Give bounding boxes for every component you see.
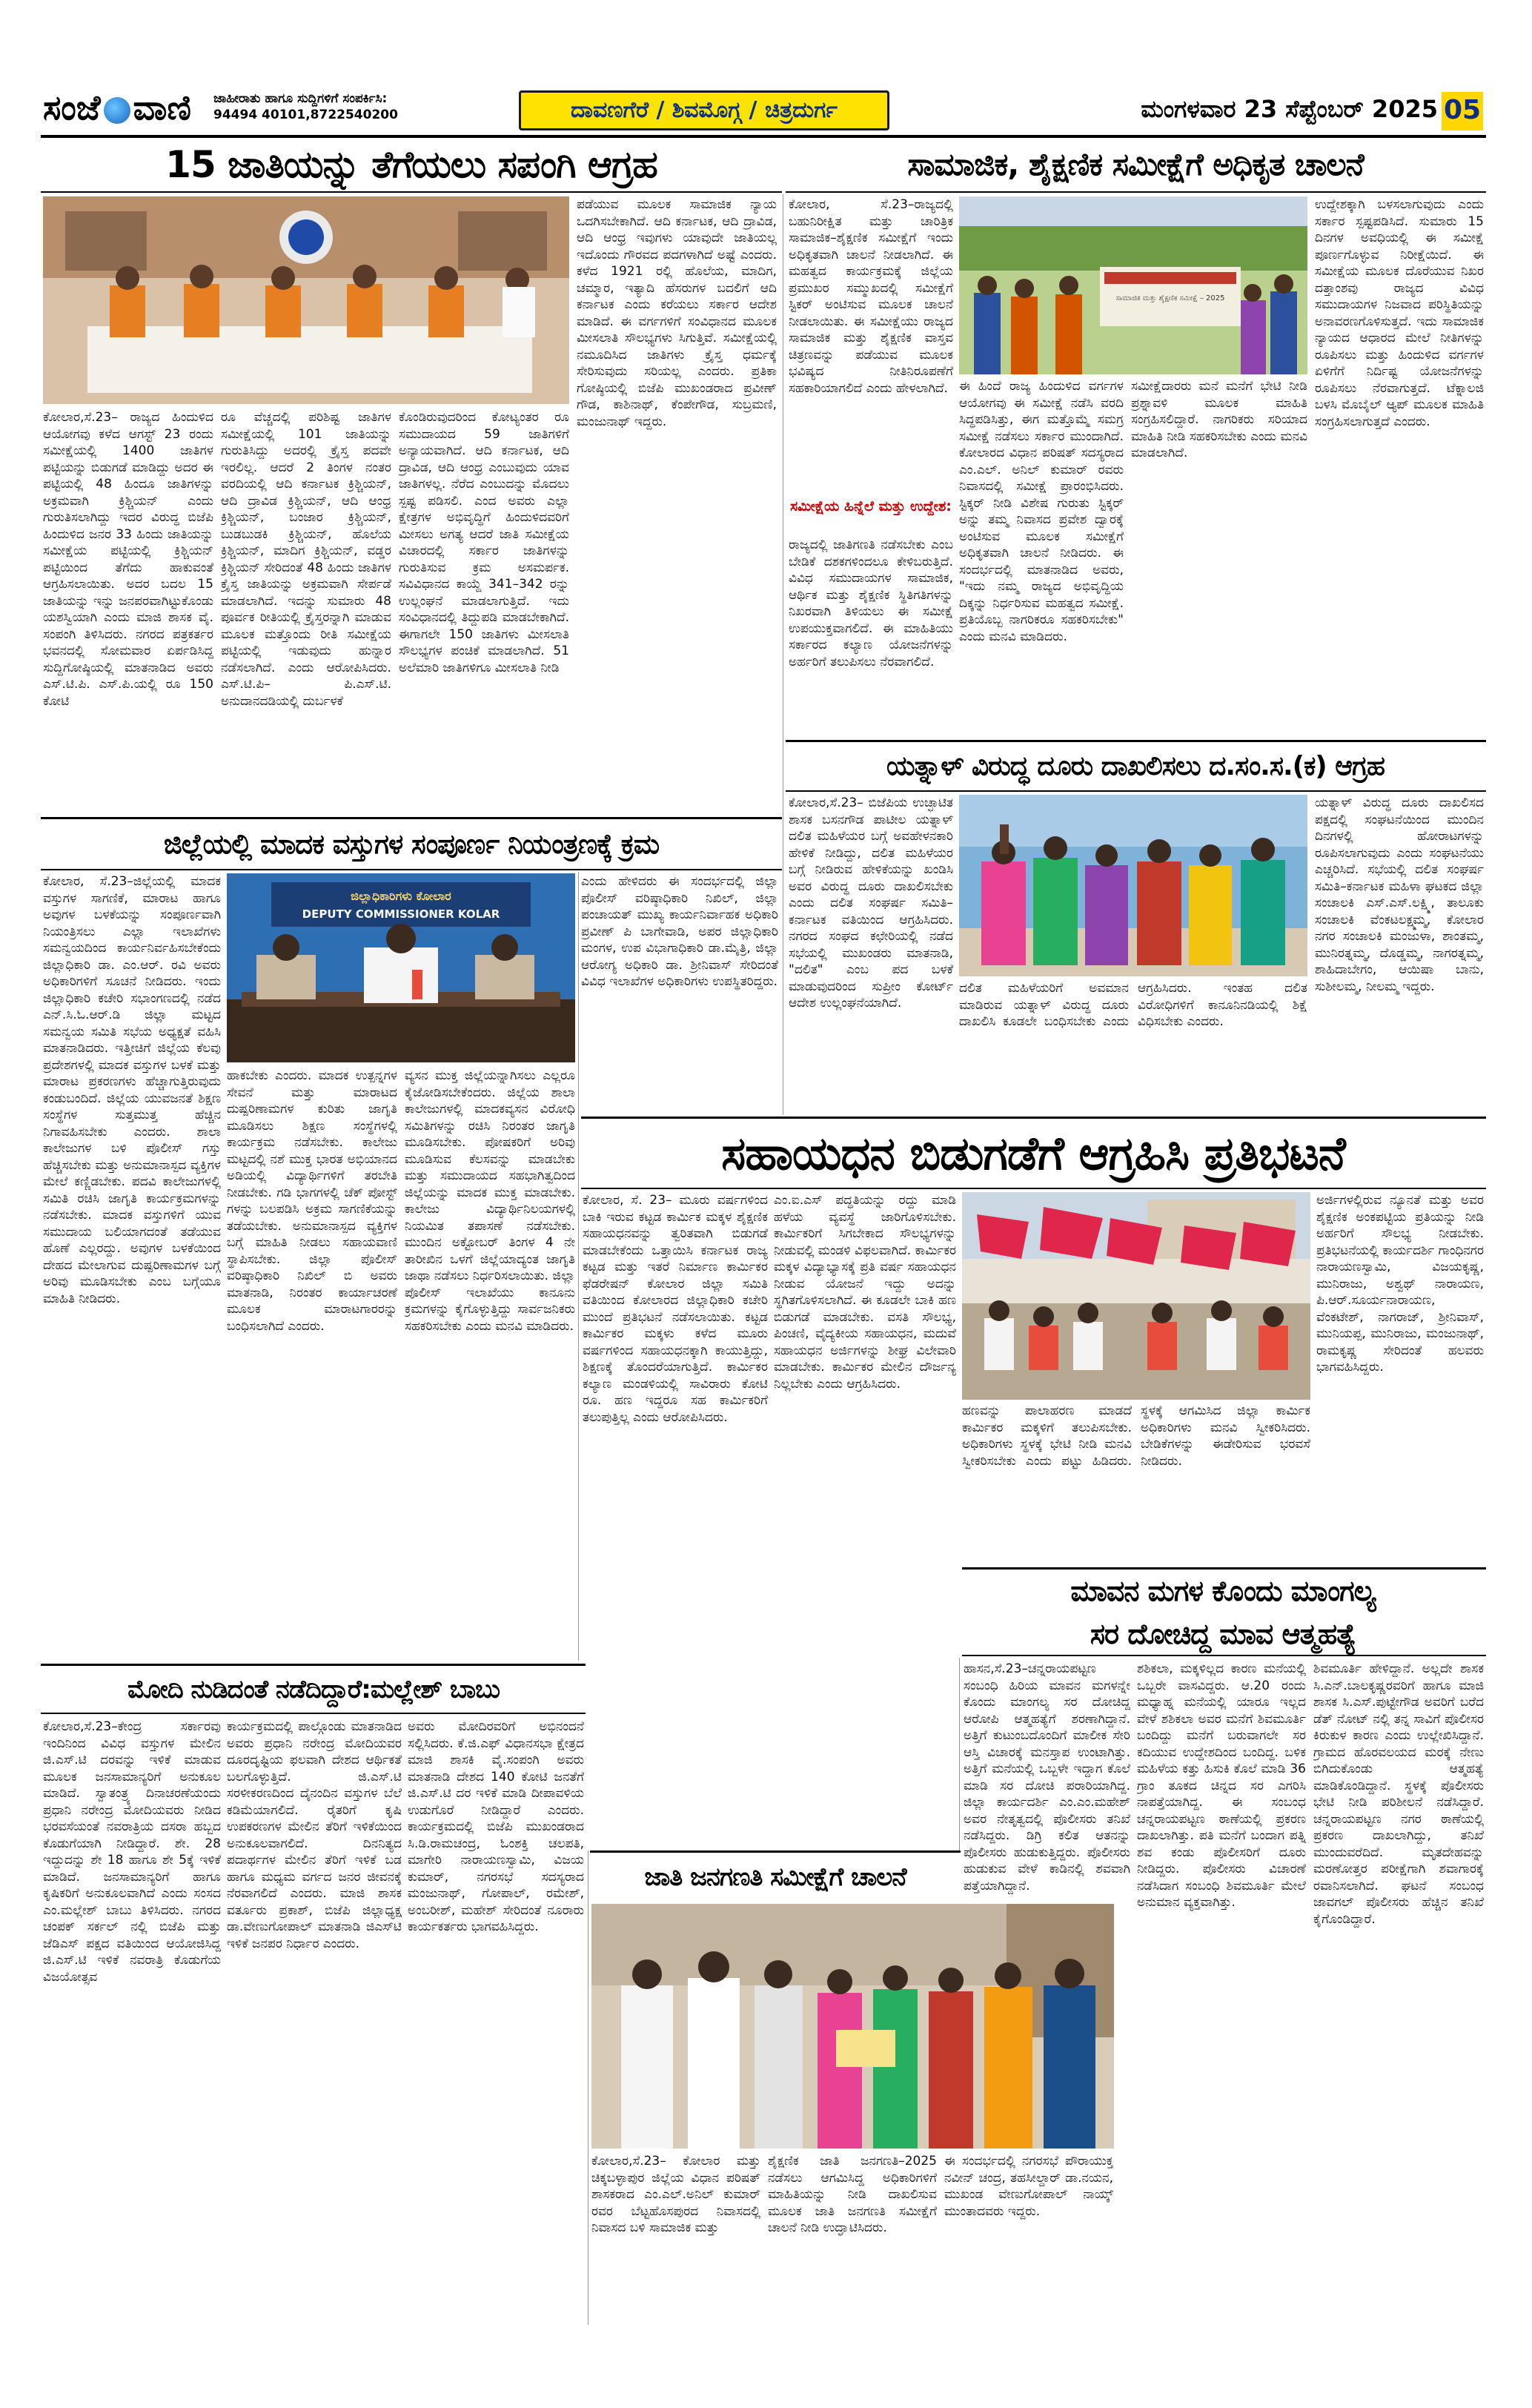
jati-col4: ಪಡೆಯುವ ಮೂಲಕ ಸಾಮಾಜಿಕ ನ್ಯಾಯ ಒದಗಿಸಬೇಕಾಗಿದೆ. ಆದಿ ಕರ್ನಾಟಕ, ಆದಿ ದ್ರಾವಿಡ, ಆದಿ ಆಂಧ್ರ ಇವುಗಳು ಯಾವುದೇ ಜಾತಿಯಲ್ಲ ಇದೊಂದು ಗೌರವದ ಪದಗಳಾಗಿದೆ ಅಷ್ಟೆ ಎಂದರು. ಕಳೆದ 1921 ರಲ್ಲಿ ಹೊಲೆಯ, ಮಾದಿಗ, ಚಮ್ಮಾರ, ಇತ್ಯಾದಿ ಹೆಸರುಗಳ ಬದಲಿಗೆ ಆದಿ ಕರ್ನಾಟಕ ಎಂದು ಕರೆಯಲು ಸರ್ಕಾರ ಆದೇಶ ಮಾಡಿದೆ. ಈ ವರ್ಗಗಳಿಗೆ ಸಂವಿಧಾನದ ಮೂಲಕ ಮೀಸಲಾತಿ ಸೌಲಭ್ಯಗಳು ಸಿಗುತ್ತಿವೆ. ಸಮೀಕ್ಷೆಯಲ್ಲಿ ನಮೂದಿಸಿದ ಜಾತಿಗಳು ಕ್ರೈಸ್ತ ಧರ್ಮಕ್ಕೆ ಸೇರಿಸುವುದು ಸರಿಯಲ್ಲ ಎಂದರು. ಪ್ರತಿಕಾ ಗೋಷ್ಠಿಯಲ್ಲಿ ಬಿಜೆಪಿ ಮುಖಂಡರಾದ ಪ್ರವೀಣ್ ಗೌಡ, ಕಾಶಿನಾಥ್, ಕೆಂಪೇಗೌಡ, ಸುಬ್ರಮಣಿ, ಮಂಜುನಾಥ್ ಇದ್ದರು. (577, 197, 777, 429)
yatnal-col2: ದಲಿತ ಮಹಿಳೆಯರಿಗೆ ಅವಮಾನ ಮಾಡಿರುವ ಯತ್ನಾಳ್ ವಿರುದ್ಧ ದೂರು ದಾಖಲಿಸಿ ಕೂಡಲೇ ಬಂಧಿಸಬೇಕು ಎಂದು ಆಗ್ರಹಿಸಿದರು. ಇಂತಹ ದಲಿತ ವಿರೋಧಿಗಳಿಗೆ ಕಾನೂನಿನಡಿಯಲ್ಲಿ ಶಿಕ್ಷೆ ವಿಧಿಸಬೇಕು ಎಂದರು. (959, 981, 1307, 1029)
sahaya-col4: ಅರ್ಜಿಗಳಲ್ಲಿರುವ ನ್ಯೂನತೆ ಮತ್ತು ಅವರ ಶೈಕ್ಷಣಿಕ ಅಂಕಪಟ್ಟಿಯ ಪ್ರತಿಯನ್ನು ನೀಡಿ ಅರ್ಹರಿಗೆ ಸೌಲಭ್ಯ ನೀಡಬೇಕು. ಪ್ರತಿಭಟನೆಯಲ್ಲಿ ಕಾರ್ಯದರ್ಶಿ ಗಾಂಧಿನಗರ ನಾರಾಯಣಸ್ವಾಮಿ, ವಿಜಯಕೃಷ್ಣ, ಮುನಿರಾಜು, ಅಶ್ವಥ್ ನಾರಾಯಣ, ಪಿ.ಆರ್.ಸೂರ್ಯನಾರಾಯಣ, ವೆಂಕಟೇಶ್, ನಾಗರಾಜ್, ಶ್ರೀನಿವಾಸ್, ಮುನಿಯಪ್ಪ, ಮುನಿರಾಜು, ಮಂಜುನಾಥ್, ರಾಮಕೃಷ್ಣ ಸೇರಿದಂತೆ ಹಲವರು ಭಾಗವಹಿಸಿದ್ದರು. (1316, 1193, 1484, 1375)
samajika-col1b: ರಾಜ್ಯದಲ್ಲಿ ಜಾತಿಗಣತಿ ನಡೆಸಬೇಕು ಎಂಬ ಬೇಡಿಕೆ ದಶಕಗಳಿಂದಲೂ ಕೇಳಿಬರುತ್ತಿದೆ. ವಿವಿಧ ಸಮುದಾಯಗಳ ಸಾಮಾಜಿಕ, ಆರ್ಥಿಕ ಮತ್ತು ಶೈಕ್ಷಣಿಕ ಸ್ಥಿತಿಗತಿಗಳನ್ನು ನಿಖರವಾಗಿ ತಿಳಿಯಲು ಈ ಸಮೀಕ್ಷೆ ಉಪಯುಕ್ತವಾಗಲಿದೆ. ಈ ಮಾಹಿತಿಯು ಸರ್ಕಾರದ ಕಲ್ಯಾಣ ಯೋಜನೆಗಳನ್ನು ಅರ್ಹರಿಗೆ ತಲುಪಿಸಲು ನೆರವಾಗಲಿದೆ. (789, 538, 953, 669)
sahaya-headline: ಸಹಾಯಧನ ಬಿಡುಗಡೆಗೆ ಆಗ್ರಹಿಸಿ ಪ್ರತಿಭಟನೆ (721, 1126, 1345, 1180)
dc-sign-english: DEPUTY COMMISSIONER KOLAR (302, 907, 500, 921)
modi-top-rule (41, 1664, 586, 1666)
sahaya-col2: ಎಂ.ಐ.ಎಸ್ ಪದ್ಧತಿಯನ್ನು ರದ್ದು ಮಾಡಿ ಹಳೆಯ ವ್ಯವಸ್ಥೆ ಜಾರಿಗೊಳಿಸಬೇಕು. ಕಾರ್ಮಿಕರಿಗೆ ಸಿಗಬೇಕಾದ ಸೌಲಭ್ಯಗಳನ್ನು ನೀಡುವಲ್ಲಿ ಮಂಡಳಿ ವಿಫಲವಾಗಿದೆ. ಕಾರ್ಮಿಕರ ಮಕ್ಕಳ ವಿದ್ಯಾಭ್ಯಾಸಕ್ಕೆ ಪ್ರತಿ ವರ್ಷ ಸಹಾಯಧನ ನೀಡುವ ಯೋಜನೆ ಇದ್ದು ಅದನ್ನು ಸ್ಥಗಿತಗೊಳಿಸಲಾಗಿದೆ. ಈ ಕೂಡಲೇ ಬಾಕಿ ಹಣ ಬಿಡುಗಡೆ ಮಾಡಬೇಕು. ವಸತಿ ಸೌಲಭ್ಯ, ಪಿಂಚಣಿ, ವೈದ್ಯಕೀಯ ಸಹಾಯಧನ, ಮದುವೆ ಸಹಾಯಧನ ಅರ್ಜಿಗಳನ್ನು ಶೀಘ್ರ ವಿಲೇವಾರಿ ಮಾಡಬೇಕು. ಕಾರ್ಮಿಕರ ಮೇಲಿನ ದೌರ್ಜನ್ಯ ನಿಲ್ಲಬೇಕು ಎಂದು ಆಗ್ರಹಿಸಿದರು. (774, 1193, 956, 1392)
dc-meeting-photo-svg (227, 873, 575, 1062)
maadaka-col2: ಎಂದು ಹೇಳಿದರು ಈ ಸಂದರ್ಭದಲ್ಲಿ ಜಿಲ್ಲಾ ಪೊಲೀಸ್ ವರಿಷ್ಠಾಧಿಕಾರಿ ನಿಖಿಲ್, ಜಿಲ್ಲಾ ಪಂಚಾಯತ್ ಮುಖ್ಯ ಕಾರ್ಯನಿರ್ವಾಹಕ ಅಧಿಕಾರಿ ಪ್ರವೀಣ್ ಪಿ ಬಾಗೇವಾಡಿ, ಅಪರ ಜಿಲ್ಲಾಧಿಕಾರಿ ಮಂಗಳ, ಉಪ ವಿಭಾಗಾಧಿಕಾರಿ ಡಾ.ಮೈತ್ರಿ, ಜಿಲ್ಲಾ ಆರೋಗ್ಯ ಅಧಿಕಾರಿ ಡಾ. ಶ್ರೀನಿವಾಸ್ ಸೇರಿದಂತೆ ವಿವಿಧ ಇಲಾಖೆಗಳ ಅಧಿಕಾರಿಗಳು ಉಪಸ್ಥಿತರಿದ್ದರು. (581, 874, 778, 989)
modi-headline-rule (41, 1713, 586, 1714)
jati-photo (43, 196, 569, 404)
logo-right: ವಾಣಿ (133, 87, 191, 128)
yatnal-col1: ಕೋಲಾರ,ಸೆ.23– ಬಿಜೆಪಿಯ ಉಚ್ಛಾಟಿತ ಶಾಸಕ ಬಸನಗೌಡ ಪಾಟೀಲ ಯತ್ನಾಳ್ ದಲಿತ ಮಹಿಳೆಯರ ಬಗ್ಗೆ ಅವಹೇಳನಕಾರಿ ಹೇಳಿಕೆ ನೀಡಿದ್ದು, ದಲಿತ ಮಹಿಳೆಯರ ಬಗ್ಗೆ ನೀಡಿರುವ ಹೇಳಿಕೆಯನ್ನು ಖಂಡಿಸಿ ಅವರ ವಿರುದ್ಧ ದೂರು ದಾಖಲಿಸಬೇಕು ಎಂದು ದಲಿತ ಸಂಘರ್ಷ ಸಮಿತಿ– ಕರ್ನಾಟಕ ವತಿಯಿಂದ ಆಗ್ರಹಿಸಿದರು. ನಗರದ ಸಂಘದ ಕಛೇರಿಯಲ್ಲಿ ನಡೆದ ಸಭೆಯಲ್ಲಿ ಮುಖಂಡರು ಮಾತನಾಡಿ, "ದಲಿತ" ಎಂಬ ಪದ ಬಳಕೆ ಮಾಡುವುದರಿಂದ ಸುಪ್ರೀಂ ಕೋರ್ಟ್ ಆದೇಶ ಉಲ್ಲಂಘನೆಯಾಗಿದೆ. (789, 796, 953, 1010)
yatnal-photo (959, 795, 1307, 976)
modi-col1: ಕೋಲಾರ,ಸೆ.23–ಕೇಂದ್ರ ಸರ್ಕಾರವು ಇಂದಿನಿಂದ ವಿವಿಧ ವಸ್ತುಗಳ ಮೇಲಿನ ಜಿ.ಎಸ್.ಟಿ ದರವನ್ನು ಇಳಿಕೆ ಮಾಡುವ ಮೂಲಕ ಜನಸಾಮಾನ್ಯರಿಗೆ ಅನುಕೂಲ ಮಾಡಿದೆ. ಸ್ವಾತಂತ್ರ್ಯ ದಿನಾಚರಣೆಯಂದು ಪ್ರಧಾನಿ ನರೇಂದ್ರ ಮೋದಿಯವರು ನೀಡಿದ ಭರವಸೆಯಂತೆ ನವರಾತ್ರಿಯ ದಸರಾ ಹಬ್ಬದ ಕೊಡುಗೆಯಾಗಿ ನೀಡಿದ್ದಾರೆ. ಶೇ. 28 ಇದ್ದುದನ್ನು ಶೇ 18 ಹಾಗೂ ಶೇ 5ಕ್ಕೆ ಇಳಿಕೆ ಮಾಡಿದೆ. ಜನಸಾಮಾನ್ಯರಿಗೆ ಹಾಗೂ ಕೃಷಿಕರಿಗೆ ಅನುಕೂಲವಾಗಿದೆ ಎಂದು ಸಂಸದ ಎಂ.ಮಲ್ಲೇಶ್ ಬಾಬು ತಿಳಿಸಿದರು. ನಗರದ ಚಂಪಕ್ ಸರ್ಕಲ್ ನಲ್ಲಿ ಬಿಜೆಪಿ ಮತ್ತು ಜೆಡಿಎಸ್ ಪಕ್ಷದ ವತಿಯಿಂದ ಆಯೋಜಿಸಿದ್ದ ಜಿ.ಎಸ್.ಟಿ ಇಳಿಕೆ ನವರಾತ್ರಿ ಕೊಡುಗೆಯ ವಿಜಯೋತ್ಸವ (43, 1719, 221, 1985)
sahaya-top-rule (581, 1117, 1486, 1119)
maava-col2: ಶಶಿಕಲಾ, ಮಕ್ಕಳಿಲ್ಲದ ಕಾರಣ ಮನೆಯಲ್ಲಿ ಒಬ್ಬರೇ ವಾಸವಿದ್ದರು. ಆ.20 ರಂದು ಮಧ್ಯಾಹ್ನ ಮನೆಯಲ್ಲಿ ಯಾರೂ ಇಲ್ಲದ ವೇಳೆ ಶಶಿಕಲಾ ಅವರ ಮನೆಗೆ ಶಿವಮೂರ್ತಿ ಬಂದಿದ್ದು ಮನೆಗೆ ಬರುವಾಗಲೇ ಸರ ಕದಿಯುವ ಉದ್ದೇಶದಿಂದ ಬಂದಿದ್ದ. ಬಳಿಕ ಮಹಿಳೆಯ ಕತ್ತು ಹಿಸುಕಿ ಕೊಲೆ ಮಾಡಿ 36 ಗ್ರಾಂ ತೂಕದ ಚಿನ್ನದ ಸರ ಎಗರಿಸಿ ನಾಪತ್ತೆಯಾಗಿದ್ದ. ಈ ಸಂಬಂಧ ಚನ್ನರಾಯಪಟ್ಟಣ ಠಾಣೆಯಲ್ಲಿ ಪ್ರಕರಣ ದಾಖಲಾಗಿತ್ತು. ಪತಿ ಮನೆಗೆ ಬಂದಾಗ ಪತ್ನಿ ಶವ ಕಂಡು ಪೊಲೀಸರಿಗೆ ದೂರು ನೀಡಿದ್ದರು. ಪೊಲೀಸರು ವಿಚಾರಣೆ ನಡೆಸಿದಾಗ ಸಂಬಂಧಿ ಶಿವಮೂರ್ತಿ ಮೇಲೆ ಅನುಮಾನ ವ್ಯಕ್ತವಾಗಿತ್ತು. (1137, 1661, 1306, 1910)
jati-col1: ಕೋಲಾರ,ಸೆ.23– ರಾಜ್ಯದ ಹಿಂದುಳಿದ ಆಯೋಗವು ಕಳೆದ ಆಗಸ್ಟ್ 23 ರಂದು ಸಮೀಕ್ಷೆಯಲ್ಲಿ 1400 ಜಾತಿಗಳ ಪಟ್ಟಿಯನ್ನು ಬಿಡುಗಡೆ ಮಾಡಿದ್ದು ಅದರ ಈ ಪಟ್ಟಿಯಲ್ಲಿ 48 ಹಿಂದೂ ಜಾತಿಗಳನ್ನು ಅಕ್ರಮವಾಗಿ ಕ್ರಿಶ್ಚಿಯನ್ ಎಂದು ಗುರುತಿಸಲಾಗಿದ್ದು ಇದರ ವಿರುದ್ಧ ಬಿಜೆಪಿ ಹಿಂದುಳಿದ ಜನರ 33 ಹಿಂದು ಜಾತಿಯನ್ನು ಸಮೀಕ್ಷೆಯ ಪಟ್ಟಿಯಲ್ಲಿ ಕ್ರಿಶ್ಚಿಯನ್ ಪಟ್ಟಿಯಿಂದ ತೆಗೆದು ಹಾಕುವಂತೆ ಆಗ್ರಹಿಸಲಾಯಿತು. ಅದರ ಬದಲ 15 ಜಾತಿಯನ್ನು ಇನ್ನು ಜನಪರವಾಗಿಟ್ಟುಕೊಂಡು ಯಶಸ್ವಿಯಾಗಿ ಎಂದು ಮಾಜಿ ಶಾಸಕ ವೈ. ಸಂಪಂಗಿ ತಿಳಿಸಿದರು. ನಗರದ ಪತ್ರಕರ್ತರ ಭವನದಲ್ಲಿ ಸೋಮವಾರ ಏರ್ಪಡಿಸಿದ್ದ ಸುದ್ದಿಗೋಷ್ಠಿಯಲ್ಲಿ ಮಾತನಾಡಿದ ಅವರು ಎಸ್.ಟಿ.ಪಿ. ಎಸ್.ಪಿ.ಯಲ್ಲಿ ರೂ 150 ಕೋಟಿ (43, 410, 213, 709)
census-launch-photo-svg (591, 1904, 1114, 2149)
dc-sign-kannada: ಜಿಲ್ಲಾಧಿಕಾರಿಗಳು ಕೋಲಾರ (351, 889, 451, 903)
samajika-headline-rule (786, 191, 1486, 193)
logo-left: ಸಂಜೆ (43, 87, 101, 128)
samajika-col2: ಈ ಹಿಂದೆ ರಾಜ್ಯ ಹಿಂದುಳಿದ ವರ್ಗಗಳ ಆಯೋಗವು ಈ ಸಮೀಕ್ಷೆ ನಡೆಸಿ ವರದಿ ಸಿದ್ಧಪಡಿಸಿತ್ತು, ಈಗ ಮತ್ತೊಮ್ಮೆ ಸಮಗ್ರ ಸಮೀಕ್ಷೆ ನಡೆಸಲು ಸರ್ಕಾರ ಮುಂದಾಗಿದೆ. ಕೋಲಾರದ ವಿಧಾನ ಪರಿಷತ್ ಸದಸ್ಯರಾದ ಎಂ.ಎಲ್. ಅನಿಲ್ ಕುಮಾರ್ ರವರು ನಿವಾಸದಲ್ಲಿ ಸಮೀಕ್ಷೆ ಪ್ರಾರಂಭಿಸಿದರು. ಸ್ಟಿಕ್ಕರ್ ನೀಡಿ ವಿಶೇಷ ಗುರುತು ಸ್ಟಿಕ್ಕರ್ ಅನ್ನು ತಮ್ಮ ನಿವಾಸದ ಪ್ರವೇಶ ದ್ವಾರಕ್ಕೆ ಅಂಟಿಸುವ ಮೂಲಕ ಸಮೀಕ್ಷೆಗೆ ಅಧಿಕೃತವಾಗಿ ಚಾಲನೆ ನೀಡಿದರು. ಈ ಸಂದರ್ಭದಲ್ಲಿ ಮಾತನಾಡಿದ ಅವರು, "ಇದು ನಮ್ಮ ರಾಜ್ಯದ ಅಭಿವೃದ್ಧಿಯ ದಿಕ್ಕನ್ನು ನಿರ್ಧರಿಸುವ ಮಹತ್ವದ ಸಮೀಕ್ಷೆ. ಪ್ರತಿಯೊಬ್ಬ ನಾಗರಿಕರೂ ಸಹಕರಿಸಬೇಕು" ಎಂದು ಮನವಿ ಮಾಡಿದರು. (959, 379, 1124, 644)
samajika-headline: ಸಾಮಾಜಿಕ, ಶೈಕ್ಷಣಿಕ ಸಮೀಕ್ಷೆಗೆ ಅಧಿಕೃತ ಚಾಲನೆ (907, 146, 1364, 182)
maava-col1: ಹಾಸನ,ಸೆ.23–ಚನ್ನರಾಯಪಟ್ಟಣ ಸಂಬಂಧಿ ಹಿರಿಯ ಮಾವನ ಮಗಳನ್ನೇ ಕೊಂದು ಮಾಂಗಲ್ಯ ಸರ ದೋಚಿದ್ದ ಆರೋಪಿ ಆತ್ಮಹತ್ಯೆಗೆ ಶರಣಾಗಿದ್ದಾನೆ. ಅತ್ತಿಗೆ ಕುಟುಂಬದೊಂದಿಗೆ ಮಾಲೀಕ ಸೇರಿ ಆಸ್ತಿ ವಿಚಾರಕ್ಕೆ ಮನಸ್ತಾಪ ಉಂಟಾಗಿತ್ತು. ಅತ್ತಿಗೆ ಮನೆಯಲ್ಲಿ ಒಬ್ಬಳೇ ಇದ್ದಾಗ ಕೊಲೆ ಮಾಡಿ ಸರ ದೋಚಿ ಪರಾರಿಯಾಗಿದ್ದ. ಜಿಲ್ಲಾ ಕಾರ್ಯದರ್ಶಿ ಎಂ.ಎಂ.ಮಹೇಶ್ ಅವರ ನೇತೃತ್ವದಲ್ಲಿ ಪೊಲೀಸರು ತನಿಖೆ ನಡೆಸಿದ್ದರು. ಡಿಗ್ರಿ ಕಲಿತ ಆತನನ್ನು ಪೊಲೀಸರು ಹುಡುಕುತ್ತಿದ್ದರು. ಪೊಲೀಸರು ಹುಡುಕುವ ವೇಳೆ ಕಾಡಿನಲ್ಲಿ ಶವವಾಗಿ ಪತ್ತೆಯಾಗಿದ್ದಾನೆ. (964, 1661, 1130, 1893)
janaganati-photo (591, 1904, 1114, 2149)
sahaya-photo (962, 1192, 1310, 1400)
contact-info (213, 90, 510, 128)
janaganati-col1: ಕೋಲಾರ,ಸೆ.23– ಕೋಲಾರ ಮತ್ತು ಚಿಕ್ಕಬಳ್ಳಾಪುರ ಜಿಲ್ಲೆಯ ವಿಧಾನ ಪರಿಷತ್ ಶಾಸಕರಾದ ಎಂ.ಎಲ್.ಅನಿಲ್ ಕುಮಾರ್ ರವರ ಬೆಟ್ಟಹೊಸಪುರದ ನಿವಾಸದಲ್ಲಿ ನಿವಾಸದ ಬಳಿ ಸಾಮಾಜಿಕ ಮತ್ತು (591, 2154, 760, 2235)
samajika-photo (959, 196, 1307, 374)
janaganati-col3: ಈ ಸಂದರ್ಭದಲ್ಲಿ ನಗರಸಭೆ ಪೌರಾಯುಕ್ತ ನವೀನ್ ಚಂದ್ರ, ತಹಸೀಲ್ದಾರ್ ಡಾ.ನಯನ, ಮುಖಂಡ ವೇಣುಗೋಪಾಲ್ ನಾಯ್ಕ್ ಮುಂತಾದವರು ಇದ್ದರು. (944, 2154, 1113, 2219)
maava-headline-rule (962, 1655, 1486, 1656)
modi-col3: ಅವರು ಮೋದಿರವರಿಗೆ ಅಭಿನಂದನೆ ಸಲ್ಲಿಸಿದರು. ಕೆ.ಜಿ.ಎಫ್ ವಿಧಾನಸಭಾ ಕ್ಷೇತ್ರದ ಮಾಜಿ ಶಾಸಕಿ ವೈ.ಸಂಪಂಗಿ ಅವರು ಮಾತನಾಡಿ ದೇಶದ 140 ಕೋಟಿ ಜನತೆಗೆ ಜಿ.ಎಸ್.ಟಿ ದರ ಇಳಿಕೆ ಮಾಡಿ ದೀಪಾವಳಿಯ ಉಡುಗೊರೆ ನೀಡಿದ್ದಾರೆ ಎಂದರು. ಕಾರ್ಯಕ್ರಮದಲ್ಲಿ ಬಿಜೆಪಿ ಮುಖಂಡರಾದ ಸಿ.ಡಿ.ರಾಮಚಂದ್ರ, ಓಂಶಕ್ತಿ ಚಲಪತಿ, ಮಾಗೇರಿ ನಾರಾಯಣಸ್ವಾಮಿ, ವಿಜಯ ಕುಮಾರ್, ನಗರಸಭೆ ಸದಸ್ಯರಾದ ಮಂಜುನಾಥ್, ಗೋಪಾಲ್, ರಮೇಶ್, ಅಂಬರೀಶ್, ಮಹೇಶ್ ಸೇರಿದಂತೆ ನೂರಾರು ಕಾರ್ಯಕರ್ತರು ಭಾಗವಹಿಸಿದ್ದರು. (408, 1719, 584, 1934)
yatnal-headline: ಯತ್ನಾಳ್ ವಿರುದ್ಧ ದೂರು ದಾಖಲಿಸಲು ದ.ಸಂ.ಸ.(ಕ) ಆಗ್ರಹ (886, 751, 1385, 781)
sahaya-headline-rule (581, 1188, 1486, 1189)
survey-launch-photo-svg (959, 196, 1307, 374)
maadaka-top-rule (41, 817, 782, 819)
contact-line1: ಜಾಹೀರಾತು ಹಾಗೂ ಸುದ್ದಿಗಳಿಗೆ ಸಂಪರ್ಕಿಸಿ: (213, 91, 388, 106)
janaganati-headline: ಜಾತಿ ಜನಗಣತಿ ಸಮೀಕ್ಷೆಗೆ ಚಾಲನೆ (644, 1862, 906, 1892)
edition-cities: ದಾವಣಗೆರೆ / ಶಿವಮೊಗ್ಗ / ಚಿತ್ರದುರ್ಗ (519, 90, 889, 130)
page-number: 05 (1442, 92, 1483, 130)
masthead-logo (43, 87, 210, 132)
jati-col2: ರೂ ವೆಚ್ಚದಲ್ಲಿ ಪರಿಶಿಷ್ಟ ಜಾತಿಗಳ ಸಮೀಕ್ಷೆಯಲ್ಲಿ 101 ಜಾತಿಯನ್ನು ಗುರುತಿಸಿದ್ದು ಅದರಲ್ಲಿ ಕ್ರೈಸ್ತ ಪದವೇ ಇರಲಿಲ್ಲ. ಆದರೆ 2 ತಿಂಗಳ ನಂತರ ವರದಿಯಲ್ಲಿ ಆದಿ ಕರ್ನಾಟಕ ಕ್ರಿಶ್ಚಿಯನ್, ಆದಿ ದ್ರಾವಿಡ ಕ್ರಿಶ್ಚಿಯನ್, ಆದಿ ಆಂಧ್ರ ಕ್ರಿಶ್ಚಿಯನ್, ಬಂಜಾರ ಕ್ರಿಶ್ಚಿಯನ್, ಬುಡಬುಡಕಿ ಕ್ರಿಶ್ಚಿಯನ್, ಹೊಲೆಯ ಕ್ರಿಶ್ಚಿಯನ್, ಮಾದಿಗ ಕ್ರಿಶ್ಚಿಯನ್, ವಡ್ಡರ ಕ್ರಿಶ್ಚಿಯನ್ ಸೇರಿದಂತೆ 48 ಹಿಂದು ಜಾತಿಗಳ ಕ್ರೈಸ್ತ ಜಾತಿಯನ್ನು ಅಕ್ರಮವಾಗಿ ಸೇರ್ಪಡೆ ಮಾಡಲಾಗಿದೆ. ಇದನ್ನು ಸುಮಾರು 48 ಪೂರ್ವಕ ರೀತಿಯಲ್ಲಿ ಕ್ರೈಸ್ತರನ್ನಾಗಿ ಮಾಡುವ ಮೂಲಕ ಮತ್ತೊಂದು ರೀತಿ ಸಮೀಕ್ಷೆಯ ಪಟ್ಟಿಯಲ್ಲಿ ಇಡುವುದು ಹುನ್ನಾರ ನಡೆಸಲಾಗಿದೆ. ಎಂದು ಆರೋಪಿಸಿದರು. ಎಸ್.ಟಿ.ಪಿ– ಪಿ.ಎಸ್.ಟಿ. ಅನುದಾನದಡಿಯಲ್ಲಿ ದುರ್ಬಳಕೆ (221, 410, 391, 709)
samajika-col3: ಉದ್ದೇಶಕ್ಕಾಗಿ ಬಳಸಲಾಗುವುದು ಎಂದು ಸರ್ಕಾರ ಸ್ಪಷ್ಟಪಡಿಸಿದೆ. ಸುಮಾರು 15 ದಿನಗಳ ಅವಧಿಯಲ್ಲಿ ಈ ಸಮೀಕ್ಷೆ ಪೂರ್ಣಗೊಳ್ಳುವ ನಿರೀಕ್ಷೆಯಿದೆ. ಈ ಸಮೀಕ್ಷೆಯ ಮೂಲಕ ದೊರೆಯುವ ನಿಖರ ದತ್ತಾಂಶವು ರಾಜ್ಯದ ವಿವಿಧ ಸಮುದಾಯಗಳ ನಿಜವಾದ ಪರಿಸ್ಥಿತಿಯನ್ನು ಅನಾವರಣಗೊಳಿಸುತ್ತದೆ. ಇದು ಸಾಮಾಜಿಕ ನ್ಯಾಯದ ಆಧಾರದ ಮೇಲೆ ನೀತಿಗಳನ್ನು ರೂಪಿಸಲು ಮತ್ತು ಹಿಂದುಳಿದ ವರ್ಗಗಳ ಏಳಿಗೆಗೆ ನಿರ್ದಿಷ್ಟ ಯೋಜನೆಗಳನ್ನು ರೂಪಿಸಲು ನೆರವಾಗುತ್ತದೆ. ಟೆಕ್ನಾಲಜಿ ಬಳಸಿ ಮೊಬೈಲ್ ಆ್ಯಪ್ ಮೂಲಕ ಮಾಹಿತಿ ಸಂಗ್ರಹಿಸಲಾಗುತ್ತದೆ ಎಂದರು. (1315, 197, 1484, 429)
separator-left-vertical (578, 872, 579, 1661)
yatnal-col3: ಯತ್ನಾಳ್ ವಿರುದ್ಧ ದೂರು ದಾಖಲಿಸದ ಪಕ್ಷದಲ್ಲಿ ಸಂಘಟನೆಯಿಂದ ಮುಂದಿನ ದಿನಗಳಲ್ಲಿ ಹೋರಾಟಗಳನ್ನು ರೂಪಿಸಲಾಗುವುದು ಎಂದು ಸಂಘಟನೆಯು ಎಚ್ಚರಿಸಿದೆ. ಸಭೆಯಲ್ಲಿ ದಲಿತ ಸಂಘರ್ಷ ಸಮಿತಿ–ಕರ್ನಾಟಕ ಮಹಿಳಾ ಘಟಕದ ಜಿಲ್ಲಾ ಸಂಚಾಲಕಿ ಎಸ್.ಎಸ್.ಲಕ್ಷ್ಮಿ, ತಾಲೂಕು ಸಂಚಾಲಕಿ ವೆಂಕಟಲಕ್ಷ್ಮಮ್ಮ, ಕೋಲಾರ ನಗರ ಸಂಚಾಲಕಿ ಮಂಜುಳಾ, ಶಾಂತಮ್ಮ, ಮುನಿರತ್ನಮ್ಮ, ದೊಡ್ಡಮ್ಮ, ನಾಗರತ್ನಮ್ಮ, ಶಾಹಿದಾಬೇಗಂ, ಆಯಿಷಾ ಬಾನು, ಸುಶೀಲಮ್ಮ, ನೀಲಮ್ಮ ಇದ್ದರು. (1315, 796, 1484, 994)
maadaka-headline-rule (41, 869, 782, 870)
maava-headline1: ಮಾವನ ಮಗಳ ಕೊಂದು ಮಾಂಗಲ್ಯ (1070, 1575, 1376, 1607)
globe-icon (104, 97, 130, 124)
jati-headline: 15 ಜಾತಿಯನ್ನು ತೆಗೆಯಲು ಸಪಂಗಿ ಆಗ್ರಹ (165, 143, 657, 186)
press-meet-photo-svg (43, 196, 569, 404)
samajika-col1: ಕೋಲಾರ, ಸೆ.23–ರಾಜ್ಯದಲ್ಲಿ ಬಹುನಿರೀಕ್ಷಿತ ಮತ್ತು ಚಾರಿತ್ರಿಕ ಸಾಮಾಜಿಕ–ಶೈಕ್ಷಣಿಕ ಸಮೀಕ್ಷೆಗೆ ಇಂದು ಅಧಿಕೃತವಾಗಿ ಚಾಲನೆ ನೀಡಲಾಗಿದೆ. ಈ ಮಹತ್ವದ ಕಾರ್ಯಕ್ರಮಕ್ಕೆ ಜಿಲ್ಲೆಯ ಪ್ರಮುಖರ ಸಮ್ಮುಖದಲ್ಲಿ ಸಮೀಕ್ಷೆಗೆ ಸ್ಟಿಕರ್ ಅಂಟಿಸುವ ಮೂಲಕ ಚಾಲನೆ ನೀಡಲಾಯಿತು. ಈ ಸಮೀಕ್ಷೆಯು ರಾಜ್ಯದ ಸಾಮಾಜಿಕ ಮತ್ತು ಶೈಕ್ಷಣಿಕ ವಾಸ್ತವ ಚಿತ್ರಣವನ್ನು ಪಡೆಯುವ ಮೂಲಕ ಭವಿಷ್ಯದ ನೀತಿನಿರೂಪಣೆಗೆ ಸಹಕಾರಿಯಾಗಲಿದೆ ಎಂದು ಹೇಳಲಾಗಿದೆ. (789, 197, 953, 396)
sahaya-col3: ಹಣವನ್ನು ಪಾಲಾಹರಣ ಮಾಡದೆ ಕಾರ್ಮಿಕರ ಮಕ್ಕಳಿಗೆ ತಲುಪಿಸಬೇಕು. ಅಧಿಕಾರಿಗಳು ಸ್ಥಳಕ್ಕೆ ಭೇಟಿ ನೀಡಿ ಮನವಿ ಸ್ವೀಕರಿಸಬೇಕು ಎಂದು ಪಟ್ಟು ಹಿಡಿದರು. ಸ್ಥಳಕ್ಕೆ ಆಗಮಿಸಿದ ಜಿಲ್ಲಾ ಕಾರ್ಮಿಕ ಅಧಿಕಾರಿಗಳು ಮನವಿ ಸ್ವೀಕರಿಸಿದರು. ಬೇಡಿಕೆಗಳನ್ನು ಈಡೇರಿಸುವ ಭರವಸೆ ನೀಡಿದರು. (962, 1403, 1310, 1469)
maadaka-col1: ಕೋಲಾರ, ಸೆ.23–ಜಿಲ್ಲೆಯಲ್ಲಿ ಮಾದಕ ವಸ್ತುಗಳ ಸಾಗಣಿಕೆ, ಮಾರಾಟ ಹಾಗೂ ಅವುಗಳ ಬಳಕೆಯನ್ನು ಸಂಪೂರ್ಣವಾಗಿ ನಿಯಂತ್ರಿಸಲು ಎಲ್ಲಾ ಇಲಾಖೆಗಳು ಸಮನ್ವಯದಿಂದ ಕಾರ್ಯನಿರ್ವಹಿಸಬೇಕೆಂದು ಜಿಲ್ಲಾಧಿಕಾರಿ ಡಾ. ಎಂ.ಆರ್. ರವಿ ಅವರು ಅಧಿಕಾರಿಗಳಿಗೆ ಸೂಚನೆ ನೀಡಿದರು. ಇಂದು ಜಿಲ್ಲಾಧಿಕಾರಿ ಕಚೇರಿ ಸಭಾಂಗಣದಲ್ಲಿ ನಡೆದ ಎನ್.ಸಿ.ಓ.ಆರ್.ಡಿ ಜಿಲ್ಲಾ ಮಟ್ಟದ ಸಮನ್ವಯ ಸಮಿತಿ ಸಭೆಯ ಅಧ್ಯಕ್ಷತೆ ವಹಿಸಿ ಮಾತನಾಡಿದರು. ಇತ್ತೀಚಿಗೆ ಜಿಲ್ಲೆಯ ಕೆಲವು ಪ್ರದೇಶಗಳಲ್ಲಿ ಮಾದಕ ವಸ್ತುಗಳ ಬಳಕೆ ಮತ್ತು ಮಾರಾಟ ಪ್ರಕರಣಗಳು ಹೆಚ್ಚಾಗುತ್ತಿರುವುದು ಕಂಡುಬಂದಿದೆ. ಜಿಲ್ಲೆಯ ಯುವಜನತೆ ಶಿಕ್ಷಣ ಸಂಸ್ಥೆಗಳ ಸುತ್ತಮುತ್ತ ಹೆಚ್ಚಿನ ನಿಗಾವಹಿಸಬೇಕು ಎಂದರು. ಶಾಲಾ ಕಾಲೇಜುಗಳ ಬಳಿ ಪೊಲೀಸ್ ಗಸ್ತು ಹೆಚ್ಚಿಸಬೇಕು ಮತ್ತು ಅನುಮಾನಾಸ್ಪದ ವ್ಯಕ್ತಿಗಳ ಮೇಲೆ ಕಣ್ಣಿಡಬೇಕು. ಪದವಿ ಕಾಲೇಜುಗಳಲ್ಲಿ ಸಮಿತಿ ರಚಿಸಿ ಜಾಗೃತಿ ಕಾರ್ಯಕ್ರಮಗಳನ್ನು ನಡೆಸಬೇಕು. ಮಾದಕ ವಸ್ತುಗಳಿಗೆ ಯುವ ಸಮುದಾಯ ಬಲಿಯಾಗದಂತೆ ತಡೆಯುವ ಹೊಣೆ ಎಲ್ಲರದ್ದು. ಅವುಗಳ ಬಳಕೆಯಿಂದ ದೇಹದ ಮೇಲಾಗುವ ದುಷ್ಪರಿಣಾಮಗಳ ಬಗ್ಗೆ ಅರಿವು ಮೂಡಿಸಬೇಕು ಎಂಬ ಬಗ್ಗೆಯೂ ಮಾಹಿತಿ ನೀಡಿದರು. (43, 874, 221, 1306)
jati-headline-rule (41, 191, 782, 193)
janaganati-col2: ಶೈಕ್ಷಣಿಕ ಜಾತಿ ಜನಗಣತಿ–2025 ನಡೆಸಲು ಆಗಮಿಸಿದ್ದ ಅಧಿಕಾರಿಗಳಿಗೆ ಮಾಹಿತಿಯನ್ನು ನೀಡಿ ದಾಖಲಿಸುವ ಮೂಲಕ ಜಾತಿ ಜನಗಣತಿ ಸಮೀಕ್ಷೆಗೆ ಚಾಲನೆ ನೀಡಿ ಉದ್ಘಾಟಿಸಿದರು. (768, 2154, 937, 2235)
protest-women-photo-svg (959, 795, 1307, 976)
maava-top-rule (962, 1567, 1486, 1570)
janaganati-top-rule (590, 1850, 961, 1853)
flag-protest-photo-svg (962, 1192, 1310, 1400)
yatnal-headline-rule (786, 790, 1486, 792)
maadaka-col4: ವ್ಯಸನ ಮುಕ್ತ ಜಿಲ್ಲೆಯನ್ನಾಗಿಸಲು ಎಲ್ಲರೂ ಕೈಜೋಡಿಸಬೇಕೆಂದರು. ಜಿಲ್ಲೆಯ ಶಾಲಾ ಕಾಲೇಜುಗಳಲ್ಲಿ ಮಾದಕವ್ಯಸನ ವಿರೋಧಿ ಸಮಿತಿಗಳನ್ನು ರಚಿಸಿ ನಿರಂತರ ಜಾಗೃತಿ ಮೂಡಿಸಬೇಕು. ಪೋಷಕರಿಗೆ ಅರಿವು ಮೂಡಿಸುವ ಕೆಲಸವನ್ನು ಮಾಡಬೇಕು ಮತ್ತು ಸಮುದಾಯದ ಸಹಭಾಗಿತ್ವದಿಂದ ಜಿಲ್ಲೆಯನ್ನು ಮಾದಕ ಮುಕ್ತ ಮಾಡಬೇಕು. ಕಾಲೇಜು ವಿದ್ಯಾರ್ಥಿನಿಲಯಗಳಲ್ಲಿ ನಿಯಮಿತ ತಪಾಸಣೆ ನಡೆಸಬೇಕು. ಮುಂದಿನ ಅಕ್ಟೋಬರ್ ತಿಂಗಳ 4 ನೇ ತಾರೀಖಿನ ಒಳಗೆ ಜಿಲ್ಲೆಯಾದ್ಯಂತ ಜಾಗೃತಿ ಜಾಥಾ ನಡೆಸಲು ನಿರ್ಧರಿಸಲಾಯಿತು. ಜಿಲ್ಲಾ ಪೊಲೀಸ್ ಇಲಾಖೆಯು ಕಾನೂನು ಕ್ರಮಗಳನ್ನು ಕೈಗೊಳ್ಳುತ್ತಿದ್ದು ಸಾರ್ವಜನಿಕರು ಸಹಕರಿಸಬೇಕು ಎಂದು ಮನವಿ ಮಾಡಿದರು. (405, 1068, 575, 1334)
maadaka-col3: ಹಾಕಬೇಕು ಎಂದರು. ಮಾದಕ ಉತ್ಪನ್ನಗಳ ಸೇವನೆ ಮತ್ತು ಮಾರಾಟದ ದುಷ್ಪರಿಣಾಮಗಳ ಕುರಿತು ಜಾಗೃತಿ ಮೂಡಿಸಲು ಶಿಕ್ಷಣ ಸಂಸ್ಥೆಗಳಲ್ಲಿ ಕಾರ್ಯಕ್ರಮ ನಡೆಸಬೇಕು. ಕಾಲೇಜು ಮಟ್ಟದಲ್ಲಿ ನಶೆ ಮುಕ್ತ ಭಾರತ ಅಭಿಯಾನದ ಅಡಿಯಲ್ಲಿ ವಿದ್ಯಾರ್ಥಿಗಳಿಗೆ ತರಬೇತಿ ನೀಡಬೇಕು. ಗಡಿ ಭಾಗಗಳಲ್ಲಿ ಚೆಕ್ ಪೋಸ್ಟ್ ಗಳನ್ನು ಬಲಪಡಿಸಿ ಅಕ್ರಮ ಸಾಗಣಿಕೆಯನ್ನು ತಡೆಯಬೇಕು. ಅನುಮಾನಾಸ್ಪದ ವ್ಯಕ್ತಿಗಳ ಬಗ್ಗೆ ಮಾಹಿತಿ ನೀಡಲು ಸಹಾಯವಾಣಿ ಸ್ಥಾಪಿಸಬೇಕು. ಜಿಲ್ಲಾ ಪೊಲೀಸ್ ವರಿಷ್ಠಾಧಿಕಾರಿ ನಿಖಿಲ್ ಬಿ ಅವರು ಮಾತನಾಡಿ, ನಿರಂತರ ಕಾರ್ಯಾಚರಣೆ ಮೂಲಕ ಮಾರಾಟಗಾರರನ್ನು ಬಂಧಿಸಲಾಗಿದೆ ಎಂದರು. (227, 1068, 397, 1334)
maadaka-photo (227, 873, 575, 1062)
separator-bottom-vertical (959, 1658, 960, 1850)
survey-banner-text: ಸಾಮಾಜಿಕ ಮತ್ತು ಶೈಕ್ಷಣಿಕ ಸಮೀಕ್ಷೆ – 2025 (1115, 294, 1225, 302)
maadaka-headline: ಜಿಲ್ಲೆಯಲ್ಲಿ ಮಾದಕ ವಸ್ತುಗಳ ಸಂಪೂರ್ಣ ನಿಯಂತ್ರಣಕ್ಕೆ ಕ್ರಮ (163, 828, 660, 860)
contact-line2: 94494 40101,8722540200 (213, 108, 398, 122)
samajika-col3b: ಸಮೀಕ್ಷೆದಾರರು ಮನೆ ಮನೆಗೆ ಭೇಟಿ ನೀಡಿ ಪ್ರಶ್ನಾವಳಿ ಮೂಲಕ ಮಾಹಿತಿ ಸಂಗ್ರಹಿಸಲಿದ್ದಾರೆ. ನಾಗರಿಕರು ಸರಿಯಾದ ಮಾಹಿತಿ ನೀಡಿ ಸಹಕರಿಸಬೇಕು ಎಂದು ಮನವಿ ಮಾಡಲಾಗಿದೆ. (1131, 379, 1307, 460)
yatnal-top-rule (786, 740, 1486, 742)
jati-col3: ಕೊಂಡಿರುವುದರಿಂದ ಕೋಟ್ಯಂತರ ರೂ ಸಮುದಾಯದ 59 ಜಾತಿಗಳಿಗೆ ಅನ್ಯಾಯವಾಗಿದೆ. ಆದಿ ಕರ್ನಾಟಕ, ಆದಿ ದ್ರಾವಿಡ, ಆದಿ ಆಂಧ್ರ ಎಂಬುವುದು ಯಾವ ಜಾತಿಗಳಲ್ಲ. ನೆರೆದ ಎಂಬುದನ್ನು ಮೊದಲು ಸ್ಪಷ್ಟ ಪಡಿಸಲಿ. ಎಂದ ಅವರು ಎಲ್ಲಾ ಕ್ಷೇತ್ರಗಳ ಅಭಿವೃದ್ಧಿಗೆ ಹಿಂದುಳಿದವರಿಗೆ ಮೀಸಲು ಅಗತ್ಯ ಆದರೆ ಜಾತಿ ಸಮೀಕ್ಷೆಯ ವಿಚಾರದಲ್ಲಿ ಸರ್ಕಾರ ಜಾತಿಗಳನ್ನು ಗುರುತಿಸುವ ಕ್ರಮ ಅಸಮರ್ಪಕ. ಸವಿವಿಧಾನದ ಕಾಯ್ದೆ 341–342 ರನ್ನು ಉಲ್ಲಂಘನೆ ಮಾಡಲಾಗುತ್ತಿದೆ. ಇದು ಸಂವಿಧಾನದಲ್ಲಿ ತಿದ್ದುಪಡಿ ಮಾಡಬೇಕಾಗಿದೆ. ಈಗಾಗಲೇ 150 ಜಾತಿಗಳು ಮೀಸಲಾತಿ ಸೌಲಭ್ಯಗಳ ಪಂಚಿಕೆ ಮಾಡಲಾಗಿದೆ. 51 ಅಲೆಮಾರಿ ಜಾತಿಗಳಿಗೂ ಮೀಸಲಾತಿ ನೀಡಿ (399, 410, 569, 675)
date-line: ಮಂಗಳವಾರ 23 ಸೆಪ್ಟೆಂಬರ್ 2025 (1141, 95, 1438, 123)
maava-headline2: ಸರ ದೋಚಿದ್ದ ಮಾವ ಆತ್ಮಹತ್ಯೆ (1090, 1618, 1356, 1650)
modi-col2: ಕಾರ್ಯಕ್ರಮದಲ್ಲಿ ಪಾಲ್ಗೊಂಡು ಮಾತನಾಡಿದ ಅವರು ಪ್ರಧಾನಿ ನರೇಂದ್ರ ಮೋದಿಯವರ ದೂರದೃಷ್ಟಿಯ ಫಲವಾಗಿ ದೇಶದ ಆರ್ಥಿಕತೆ ಬಲಗೊಳ್ಳುತ್ತಿದೆ. ಜಿ.ಎಸ್.ಟಿ ಸರಳೀಕರಣದಿಂದ ದೈನಂದಿನ ವಸ್ತುಗಳ ಬೆಲೆ ಕಡಿಮೆಯಾಗಲಿದೆ. ರೈತರಿಗೆ ಕೃಷಿ ಉಪಕರಣಗಳ ಮೇಲಿನ ತೆರಿಗೆ ಇಳಿಕೆಯಿಂದ ಅನುಕೂಲವಾಗಲಿದೆ. ದಿನನಿತ್ಯದ ಪದಾರ್ಥಗಳ ಮೇಲಿನ ತೆರಿಗೆ ಇಳಿಕೆ ಬಡ ಹಾಗೂ ಮಧ್ಯಮ ವರ್ಗದ ಜನರ ಜೀವನಕ್ಕೆ ನೆರವಾಗಲಿದೆ ಎಂದರು. ಮಾಜಿ ಶಾಸಕ ವರ್ತೂರು ಪ್ರಕಾಶ್, ಬಿಜೆಪಿ ಜಿಲ್ಲಾಧ್ಯಕ್ಷ ಡಾ.ವೇಣುಗೋಪಾಲ್ ಮಾತನಾಡಿ ಜಿಎಸ್‌ಟಿ ಇಳಿಕೆ ಜನಪರ ನಿರ್ಧಾರ ಎಂದರು. (227, 1719, 402, 1951)
maava-col3: ಶಿವಮೂರ್ತಿ ಹೇಳಿದ್ದಾನೆ. ಅಲ್ಲದೇ ಶಾಸಕ ಸಿ.ಎನ್.ಬಾಲಕೃಷ್ಣರವರಿಗೆ ಹಾಗೂ ಮಾಜಿ ಶಾಸಕ ಸಿ.ಎಸ್.ಪುಟ್ಟೇಗೌಡ ಅವರಿಗೆ ಬರೆದ ಡೆತ್ ನೋಟ್ ನಲ್ಲಿ ತನ್ನ ಸಾವಿಗೆ ಪೊಲೀಸರ ಕಿರುಕುಳ ಕಾರಣ ಎಂದು ಉಲ್ಲೇಖಿಸಿದ್ದಾನೆ. ಗ್ರಾಮದ ಹೊರವಲಯದ ಮರಕ್ಕೆ ನೇಣು ಬಿಗಿದುಕೊಂಡು ಆತ್ಮಹತ್ಯೆ ಮಾಡಿಕೊಂಡಿದ್ದಾನೆ. ಸ್ಥಳಕ್ಕೆ ಪೊಲೀಸರು ಭೇಟಿ ನೀಡಿ ಪರಿಶೀಲನೆ ನಡೆಸಿದ್ದಾರೆ. ಚನ್ನರಾಯಪಟ್ಟಣ ನಗರ ಠಾಣೆಯಲ್ಲಿ ಪ್ರಕರಣ ದಾಖಲಾಗಿದ್ದು, ತನಿಖೆ ಮುಂದುವರೆದಿದೆ. ಮೃತದೇಹವನ್ನು ಮರಣೋತ್ತರ ಪರೀಕ್ಷೆಗಾಗಿ ಶವಾಗಾರಕ್ಕೆ ರವಾನಿಸಲಾಗಿದೆ. ಘಟನೆ ಸಂಬಂಧ ಜಾವಗಲ್ ಪೊಲೀಸರು ಹೆಚ್ಚಿನ ತನಿಖೆ ಕೈಗೊಂಡಿದ್ದಾರೆ. (1313, 1661, 1484, 1927)
sahaya-col1: ಕೋಲಾರ, ಸೆ. 23– ಮೂರು ವರ್ಷಗಳಿಂದ ಬಾಕಿ ಇರುವ ಕಟ್ಟಡ ಕಾರ್ಮಿಕ ಮಕ್ಕಳ ಶೈಕ್ಷಣಿಕ ಸಹಾಯಧನವನ್ನು ತ್ವರಿತವಾಗಿ ಬಿಡುಗಡೆ ಮಾಡಬೇಕೆಂದು ಒತ್ತಾಯಿಸಿ ಕರ್ನಾಟಕ ರಾಜ್ಯ ಕಟ್ಟಡ ಮತ್ತು ಇತರೆ ನಿರ್ಮಾಣ ಕಾರ್ಮಿಕರ ಫೆಡರೇಷನ್ ಕೋಲಾರ ಜಿಲ್ಲಾ ಸಮಿತಿ ವತಿಯಿಂದ ಕೋಲಾರದ ಜಿಲ್ಲಾಧಿಕಾರಿ ಕಚೇರಿ ಮುಂದೆ ಪ್ರತಿಭಟನೆ ನಡೆಸಲಾಯಿತು. ಕಟ್ಟಡ ಕಾರ್ಮಿಕರ ಮಕ್ಕಳು ಕಳೆದ ಮೂರು ವರ್ಷಗಳಿಂದ ಸಹಾಯಧನಕ್ಕಾಗಿ ಕಾಯುತ್ತಿದ್ದು, ಶಿಕ್ಷಣಕ್ಕೆ ತೊಂದರೆಯಾಗುತ್ತಿದೆ. ಕಾರ್ಮಿಕರ ಕಲ್ಯಾಣ ಮಂಡಳಿಯಲ್ಲಿ ಸಾವಿರಾರು ಕೋಟಿ ರೂ. ಹಣ ಇದ್ದರೂ ಸಹ ಕಾರ್ಮಿಕರಿಗೆ ತಲುಪುತ್ತಿಲ್ಲ ಎಂದು ಆರೋಪಿಸಿದರು. (583, 1193, 768, 1425)
modi-headline: ಮೋದಿ ನುಡಿದಂತೆ ನಡೆದಿದ್ದಾರೆ:ಮಲ್ಲೇಶ್ ಬಾಬು (127, 1675, 500, 1704)
samajika-subhead: ಸಮೀಕ್ಷೆಯ ಹಿನ್ನೆಲೆ ಮತ್ತು ಉದ್ದೇಶ: (790, 498, 952, 515)
